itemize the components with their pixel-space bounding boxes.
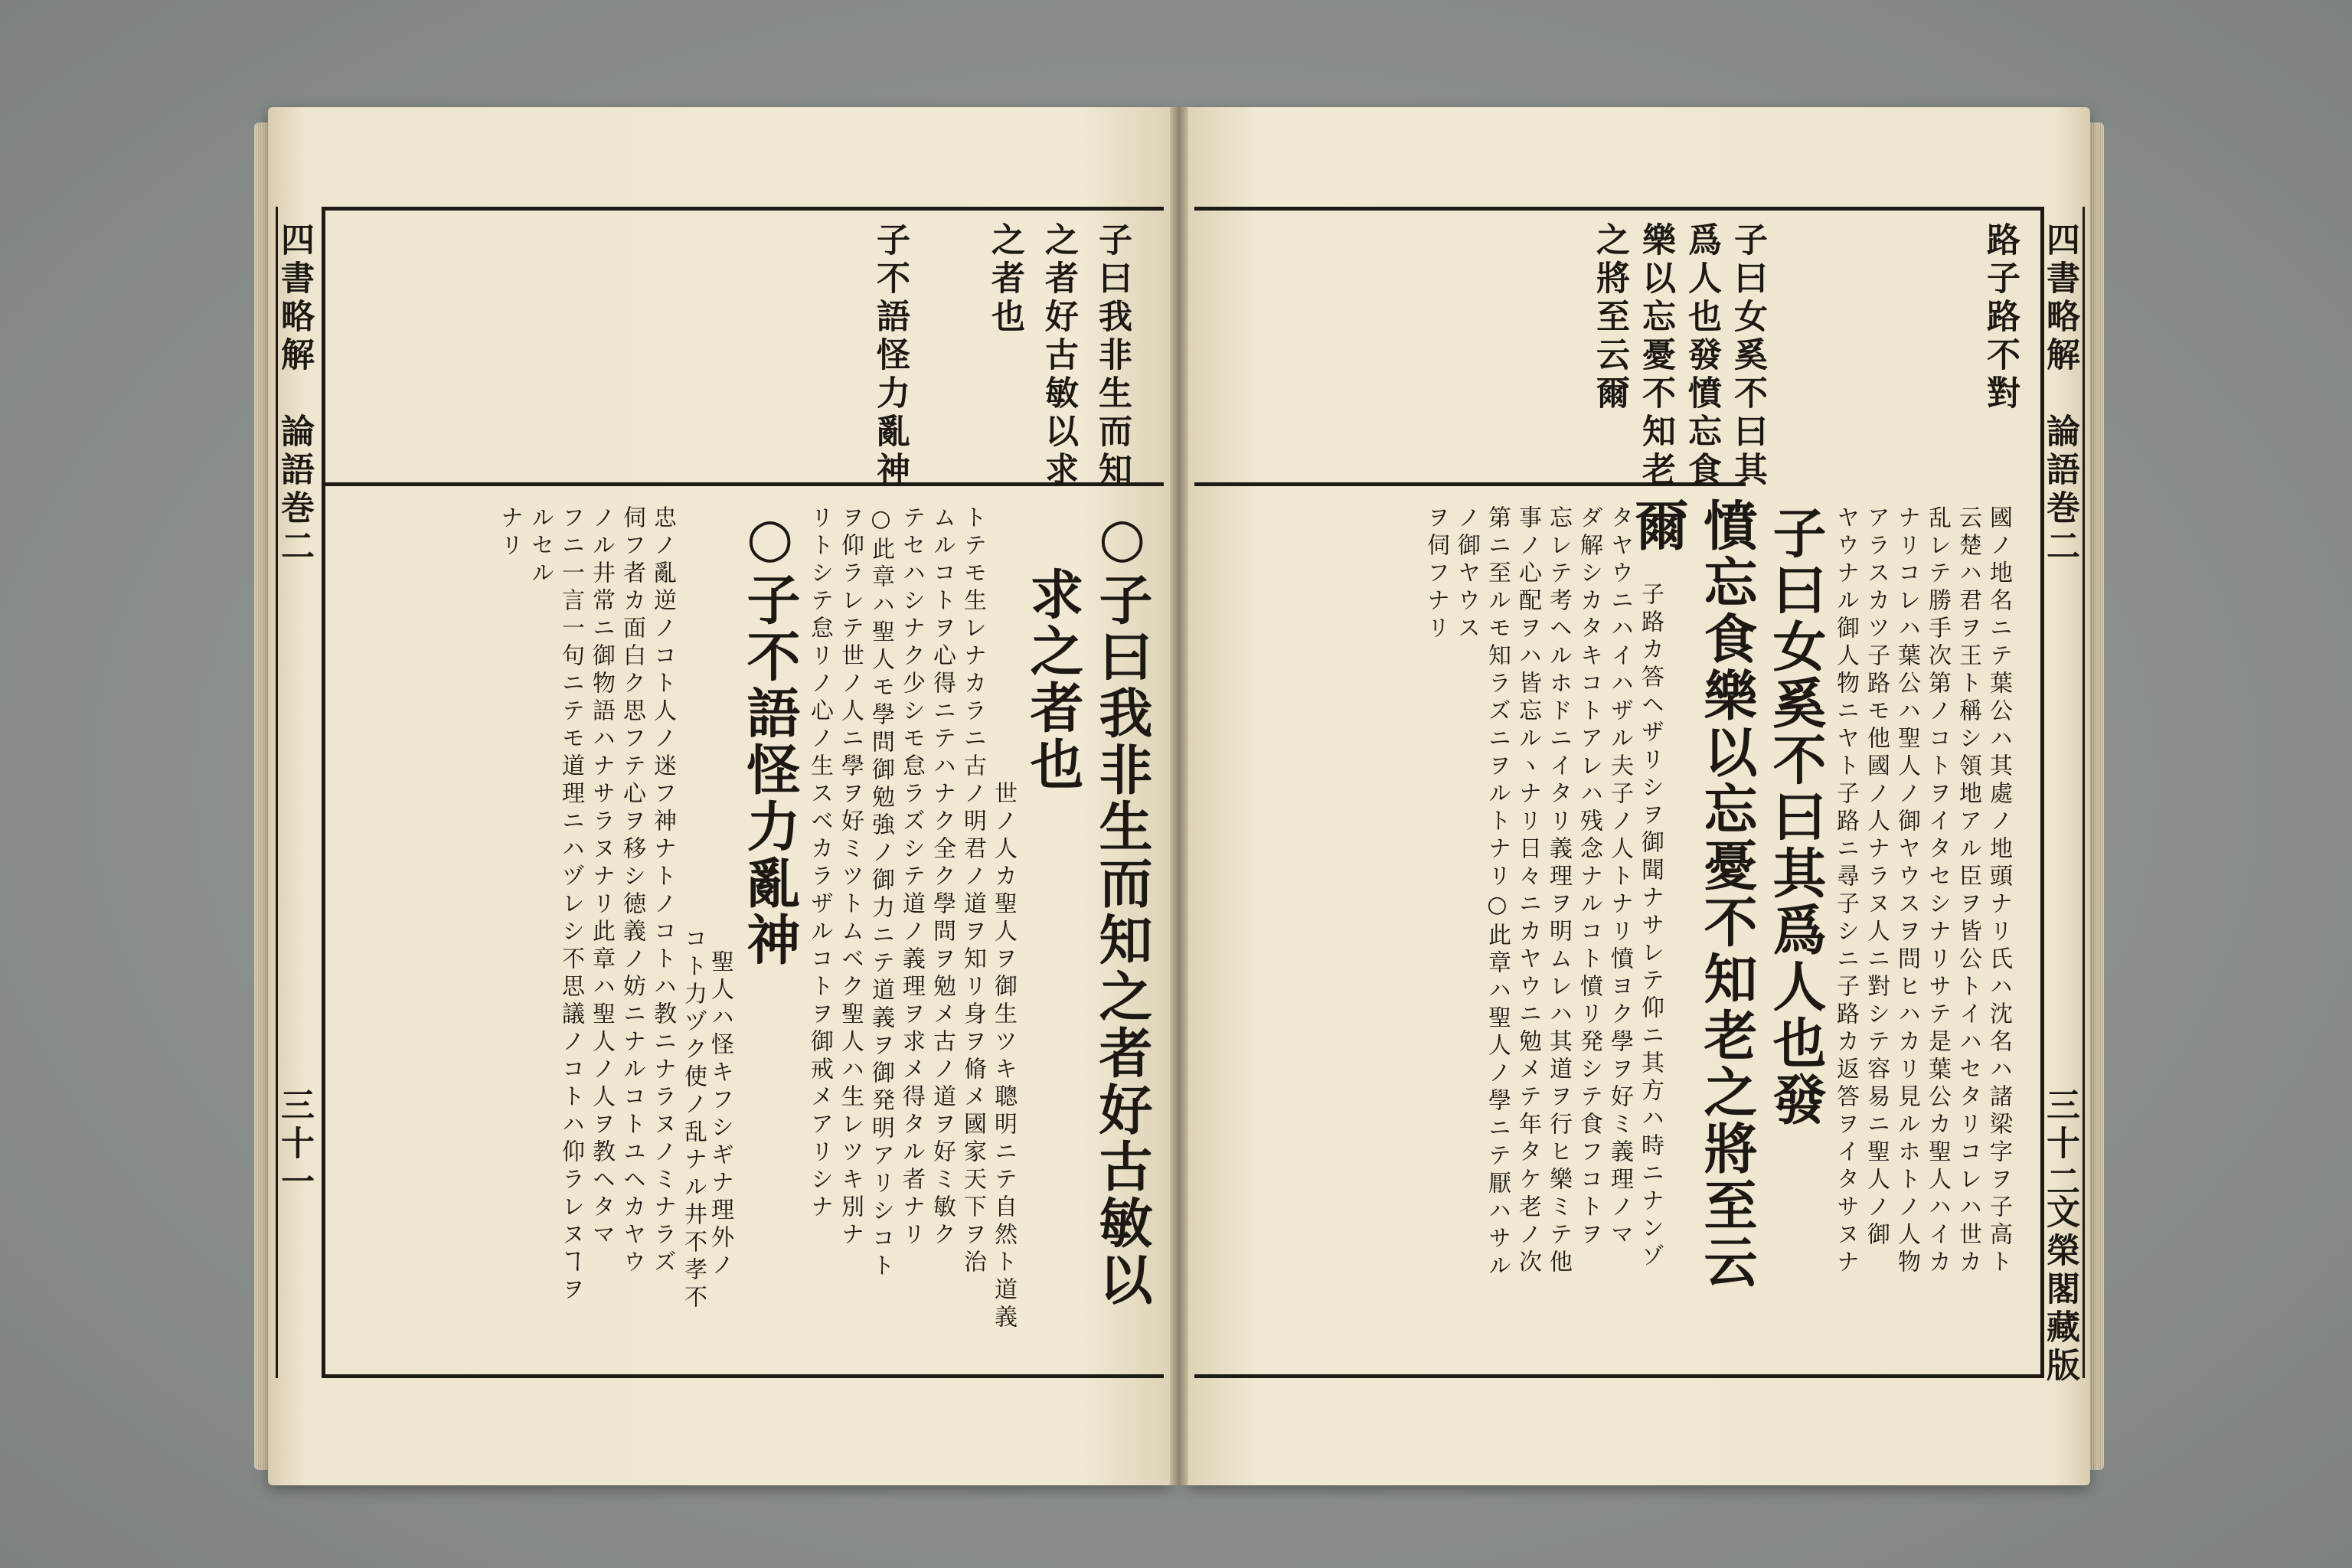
right-commentary-1-line-4: 忘レテ考ヘルホドニイタリ義理ヲ明ムレハ其道ヲ行ヒ樂ミテ他 (1545, 505, 1572, 1277)
left-upper-entry-1-end: 之者也 (985, 222, 1024, 337)
right-commentary-1-line-3: ダ解シカタキコトアレハ残念ナルコト憤リ発シテ食フコトヲ (1576, 505, 1602, 1250)
right-upper-entry-1: 路子路不對 (1981, 222, 2020, 413)
gutter (1170, 107, 1188, 1485)
right-upper-entry-2-end: 之將至云爾 (1590, 222, 1629, 413)
left-commentary-2-line-3: 忠ノ亂逆ノコト人ノ迷フ神ナトノコトハ教ニナラヌノミナラズ (649, 505, 676, 1277)
left-commentary-2-line-2: コト力ヅク使ノ乱ナル井不孝不 (680, 926, 707, 1312)
right-commentary-pre-line-5: アラスカツ子路モ他國ノ人ナラヌ人ニ對シテ容易ニ聖人ノ御 (1863, 505, 1890, 1250)
right-margin-publisher: 文榮閣藏版 (2040, 1194, 2079, 1386)
right-upper-entry-2-cont2: 樂以忘憂不知老 (1636, 222, 1675, 490)
right-commentary-1-line-8: ヲ伺フナリ (1423, 505, 1449, 643)
left-main-text-2: ○子不語怪力亂神 (738, 505, 802, 969)
left-commentary-1-line-2: トテモ生レナカラニ古ノ明君ノ道ヲ知リ身ヲ脩メ國家天下ヲ治 (959, 505, 986, 1277)
open-book (268, 92, 2090, 1501)
left-commentary-2-line-5: ノル井常ニ御物語ハナサラヌナリ此章ハ聖人ノ人ヲ教ヘタマ (588, 505, 615, 1250)
left-commentary-1-line-7: リトシテ怠リノ心ノ生スベカラザルコトヲ御戒メアリシナ (806, 505, 833, 1222)
left-commentary-2-line-7: ルセル (527, 505, 554, 588)
left-commentary-2-line-4: 伺フ者カ面白ク思フテ心ヲ移シ徳義ノ妨ニナルコトユヘカヤウ (619, 505, 645, 1277)
right-commentary-pre-line-2: 云楚ハ君ヲ王ト稱シ領地アル臣ヲ皆公トイハセタリコレハ世カ (1955, 505, 1981, 1277)
left-upper-divider (322, 482, 1164, 486)
right-commentary-pre-line-4: ナリコレハ葉公ハ聖人ノ御ヤウスヲ問ヒハカリ見ルホトノ人物 (1893, 505, 1920, 1277)
right-commentary-1-line-1: 子路カ答ヘザリシヲ御聞ナサレテ仰ニ其方ハ時ニナンゾ (1637, 582, 1664, 1271)
left-commentary-1-line-3: ムルコトヲ心得ニテハナク全ク學問ヲ勉メ古ノ道ヲ好ミ敏ク (929, 505, 956, 1250)
right-upper-entry-2: 子曰女奚不曰其 (1728, 222, 1767, 490)
right-main-text-1b: 憤忘食樂以忘憂不知老之將至云 (1695, 498, 1759, 1291)
left-margin-title: 四書略解 (275, 222, 314, 375)
right-commentary-1-line-2: タヤウニハイハザル夫子ノ人トナリ憤ヨク學ヲ好ミ義理ノマ (1606, 505, 1633, 1250)
left-upper-entry-1: 子曰我非生而知 (1093, 222, 1132, 490)
right-upper-entry-2-cont: 爲人也發憤忘食 (1682, 222, 1721, 490)
left-commentary-1-line-4: テセハシナク少シモ怠ラズシテ道ノ義理ヲ求メ得タル者ナリ (898, 505, 925, 1250)
left-upper-entry-2: 子不語怪力亂神 (871, 222, 910, 490)
left-commentary-2-line-1: 聖人ハ怪キフシギナ理外ノ (707, 949, 733, 1280)
left-commentary-1-line-1: 世ノ人カ聖人ヲ御生ツキ聰明ニテ自然ト道義 (990, 781, 1017, 1332)
left-commentary-1-line-5: ○此章ハ聖人モ學問御勉強ノ御力ニテ道義ヲ御発明アリシコト (867, 505, 894, 1281)
right-main-text-1c: 爾 (1626, 498, 1690, 554)
right-margin-folio: 三十二 (2040, 1087, 2079, 1202)
right-commentary-1-line-6: 第ニ至ルモ知ラズニヲルトナリ○此章ハ聖人ノ學ニテ厭ハサル (1484, 505, 1511, 1281)
right-margin-subtitle: 論語巻二 (2040, 413, 2079, 567)
right-commentary-1-line-5: 事ノ心配ヲハ皆忘ルヽナリ日々ニカヤウニ勉メテ年タケ老ノ次 (1514, 505, 1541, 1277)
left-main-text-1b: 求之者也 (1021, 567, 1085, 793)
right-commentary-pre-line-6: ヤウナル御人物ニヤト子路ニ尋子シニ子路カ返答ヲイタサヌナ (1832, 505, 1859, 1277)
right-commentary-1-line-7: ノ御ヤウス (1453, 505, 1480, 643)
left-margin-strip (276, 207, 324, 1378)
left-commentary-1-line-6: ヲ仰ラレテ世ノ人ニ學ヲ好ミツトムベク聖人ハ生レツキ別ナ (837, 505, 864, 1250)
right-main-text-1a: 子曰女奚不曰其爲人也發 (1764, 505, 1828, 1129)
left-main-text-1a: ○子曰我非生而知之者好古敏以 (1090, 505, 1154, 1308)
left-margin-folio: 三十一 (275, 1087, 314, 1202)
left-margin-subtitle: 論語巻二 (275, 413, 314, 567)
left-commentary-2-line-6: フニ一言一句ニテモ道理ニハヅレシ不思議ノコトハ仰ラレヌヿヲ (557, 505, 584, 1305)
right-commentary-pre-line-3: 乱レテ勝手次第ノコトヲイタセシナリサテ是葉公カ聖人ハイカ (1924, 505, 1951, 1277)
right-commentary-pre-line-1: 國ノ地名ニテ葉公ハ其處ノ地頭ナリ氏ハ沈名ハ諸梁字ヲ子高ト (1985, 505, 2012, 1277)
right-margin-title: 四書略解 (2040, 222, 2079, 375)
left-upper-entry-1-cont: 之者好古敏以求 (1039, 222, 1078, 490)
left-commentary-2-line-8: ナリ (496, 505, 523, 560)
